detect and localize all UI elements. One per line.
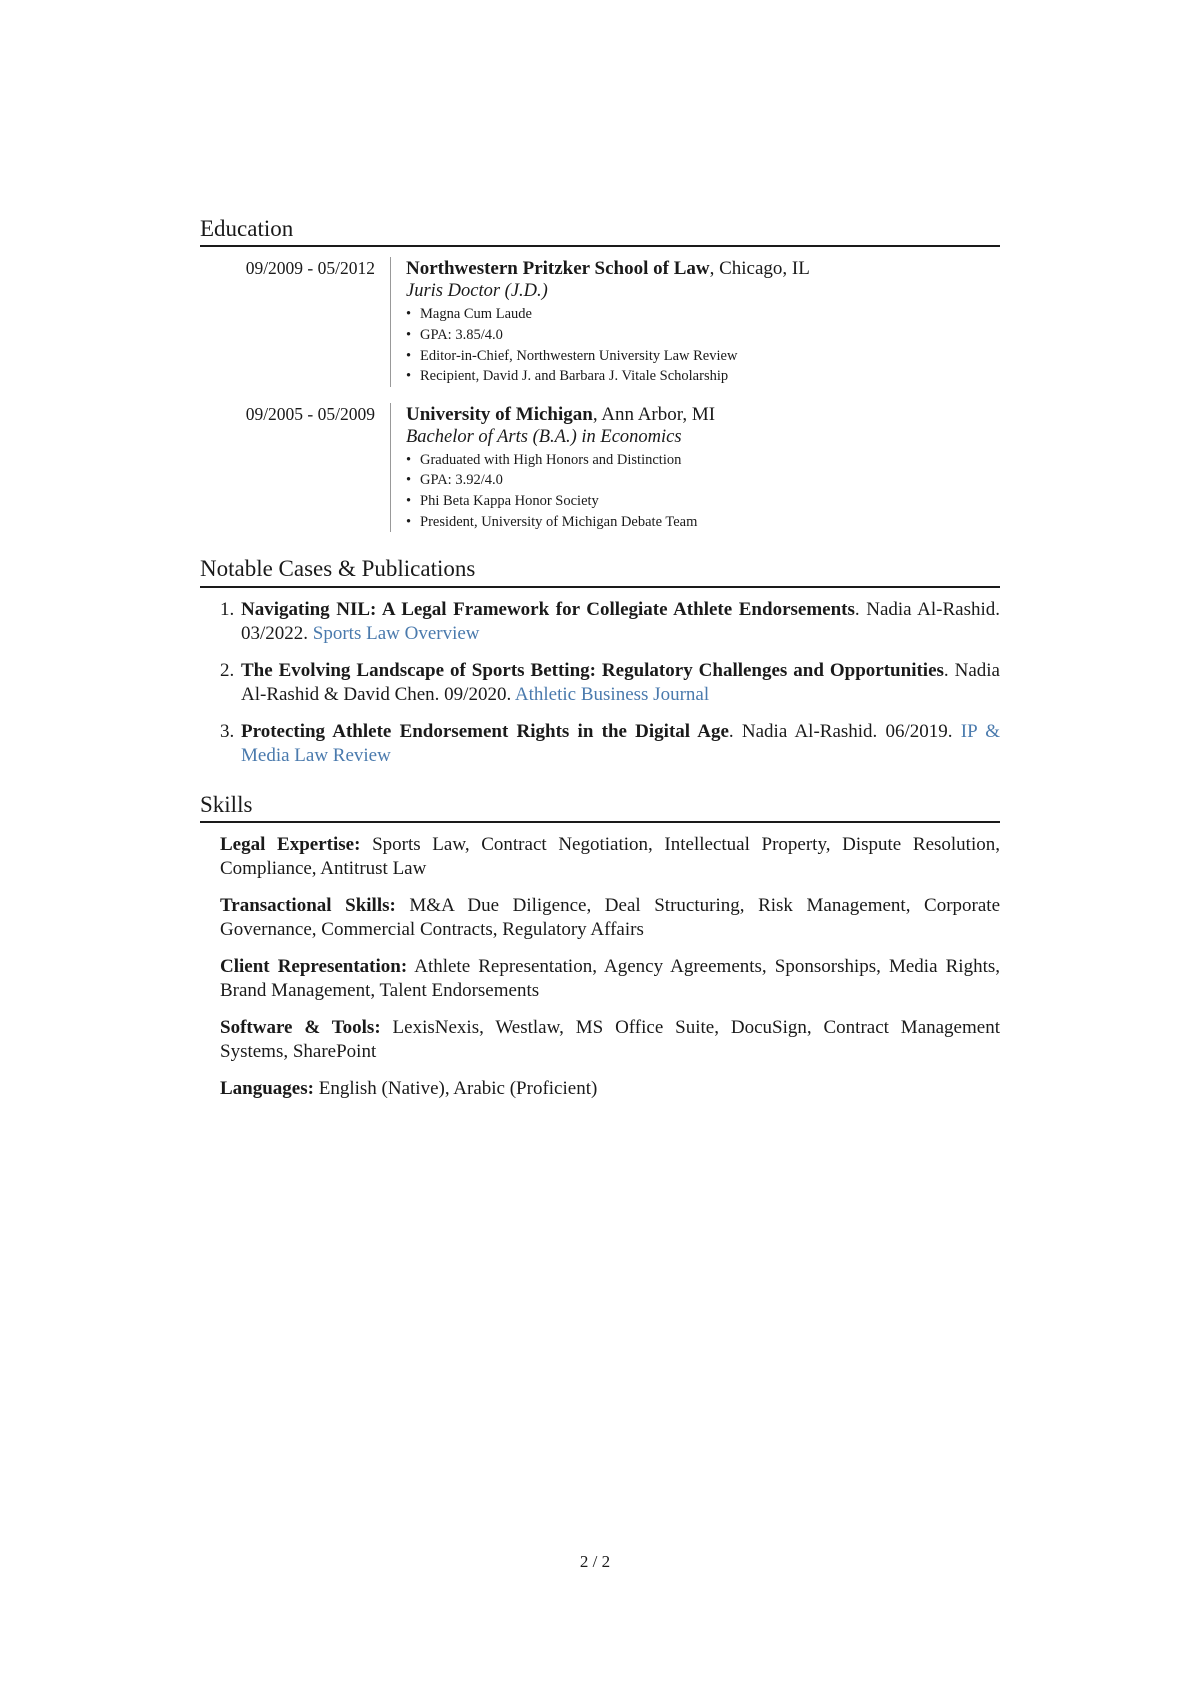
publication-item — [220, 720, 1000, 768]
publication-venue-link[interactable]: Sports Law Overview — [312, 622, 480, 644]
publication-number: 2. — [220, 659, 235, 681]
education-highlight-text: Magna Cum Laude — [420, 306, 532, 323]
education-highlight — [406, 470, 1000, 491]
skill-category: Client Representation: — [220, 956, 408, 978]
education-highlight-text: Graduated with High Honors and Distinction — [420, 451, 682, 468]
skills-list — [200, 833, 1000, 1101]
bullet-icon: • — [406, 472, 412, 489]
education-institution-line — [406, 403, 1000, 426]
skill-row — [220, 894, 1000, 942]
publication-venue-link[interactable]: IP & Media Law Review — [241, 720, 1000, 766]
education-highlight — [406, 346, 1000, 367]
education-entry — [200, 257, 1000, 386]
publication-text — [241, 598, 1000, 646]
education-section — [200, 216, 1000, 532]
skill-category: Languages: — [220, 1078, 314, 1100]
education-highlight — [406, 304, 1000, 325]
education-location: , Ann Arbor, MI — [592, 403, 716, 425]
publication-details: . Nadia Al-Rashid & David Chen. 09/2020. — [241, 659, 1000, 705]
publication-title: Navigating NIL: A Legal Framework for Collegiate Athlete Endorsements — [241, 598, 855, 620]
skill-category: Legal Expertise: — [220, 834, 361, 856]
education-highlight-text: GPA: 3.85/4.0 — [420, 327, 503, 344]
publication-title: The Evolving Landscape of Sports Betting: Regulatory Challenges and Opportunities — [241, 659, 944, 681]
publication-number: 3. — [220, 720, 235, 742]
education-highlight-text: Recipient, David J. and Barbara J. Vitale Scholarship — [420, 368, 729, 385]
education-highlight — [406, 491, 1000, 512]
publications-heading: Notable Cases & Publications — [200, 556, 1000, 587]
education-details — [390, 403, 1000, 532]
education-highlight-text: Editor-in-Chief, Northwestern University Law Review — [420, 347, 738, 364]
publications-section — [200, 556, 1000, 767]
skill-row — [220, 833, 1000, 881]
page-number: 2 / 2 — [579, 1552, 611, 1571]
publication-item — [220, 598, 1000, 646]
education-highlight — [406, 512, 1000, 533]
skill-values: English (Native), Arabic (Proficient) — [313, 1078, 598, 1100]
education-degree: Bachelor of Arts (B.A.) in Economics — [406, 426, 682, 447]
bullet-icon: • — [406, 306, 412, 323]
education-highlights — [406, 450, 1000, 532]
skill-row — [220, 1016, 1000, 1064]
skill-category: Transactional Skills: — [220, 895, 396, 917]
skill-values: M&A Due Diligence, Deal Structuring, Risk Management, Corporate Governance, Commercial Contracts, Regulatory Affairs — [220, 895, 1001, 941]
publication-text — [241, 659, 1000, 707]
education-details — [390, 257, 1000, 386]
bullet-icon: • — [406, 451, 412, 468]
skills-heading: Skills — [200, 792, 1000, 823]
education-dates: 09/2005 - 05/2009 — [245, 403, 375, 424]
education-highlight-text: GPA: 3.92/4.0 — [420, 472, 503, 489]
education-highlight — [406, 325, 1000, 346]
skill-row — [220, 955, 1000, 1003]
education-highlights — [406, 304, 1000, 386]
education-institution: University of Michigan — [406, 403, 593, 425]
skill-values: LexisNexis, Westlaw, MS Office Suite, DocuSign, Contract Management Systems, SharePoint — [220, 1017, 1000, 1063]
education-institution: Northwestern Pritzker School of Law — [406, 258, 710, 280]
bullet-icon: • — [406, 327, 412, 344]
publication-venue-link[interactable]: Athletic Business Journal — [514, 683, 710, 705]
bullet-icon: • — [406, 347, 412, 364]
education-heading: Education — [200, 216, 1000, 247]
bullet-icon: • — [406, 513, 412, 530]
education-dates: 09/2009 - 05/2012 — [245, 258, 375, 279]
education-location: , Chicago, IL — [709, 258, 810, 280]
skill-row — [220, 1077, 1000, 1101]
skill-category: Software & Tools: — [220, 1017, 381, 1039]
publication-title: Protecting Athlete Endorsement Rights in the Digital Age — [241, 720, 729, 742]
education-highlight — [406, 450, 1000, 471]
publication-details: . Nadia Al-Rashid. 03/2022. — [241, 598, 1000, 644]
publication-item — [220, 659, 1000, 707]
publication-text — [241, 720, 1000, 768]
publication-number: 1. — [220, 598, 235, 620]
education-highlight-text: Phi Beta Kappa Honor Society — [420, 493, 599, 509]
publication-details: . Nadia Al-Rashid. 06/2019. — [728, 720, 961, 742]
bullet-icon: • — [406, 493, 412, 509]
skill-values: Sports Law, Contract Negotiation, Intellectual Property, Dispute Resolution, Compliance, Antitrust Law — [220, 834, 1000, 880]
skills-section — [200, 792, 1000, 1101]
bullet-icon: • — [406, 368, 412, 385]
education-highlight-text: President, University of Michigan Debate Team — [420, 513, 698, 530]
education-list — [200, 257, 1000, 532]
skill-values: Athlete Representation, Agency Agreements, Sponsorships, Media Rights, Brand Management, Talent Endorsements — [220, 956, 1000, 1002]
resume-page — [200, 216, 1000, 1125]
education-entry — [200, 403, 1000, 532]
education-highlight — [406, 366, 1000, 387]
publications-list — [200, 598, 1000, 768]
education-institution-line — [406, 257, 1000, 280]
education-degree: Juris Doctor (J.D.) — [406, 281, 548, 302]
